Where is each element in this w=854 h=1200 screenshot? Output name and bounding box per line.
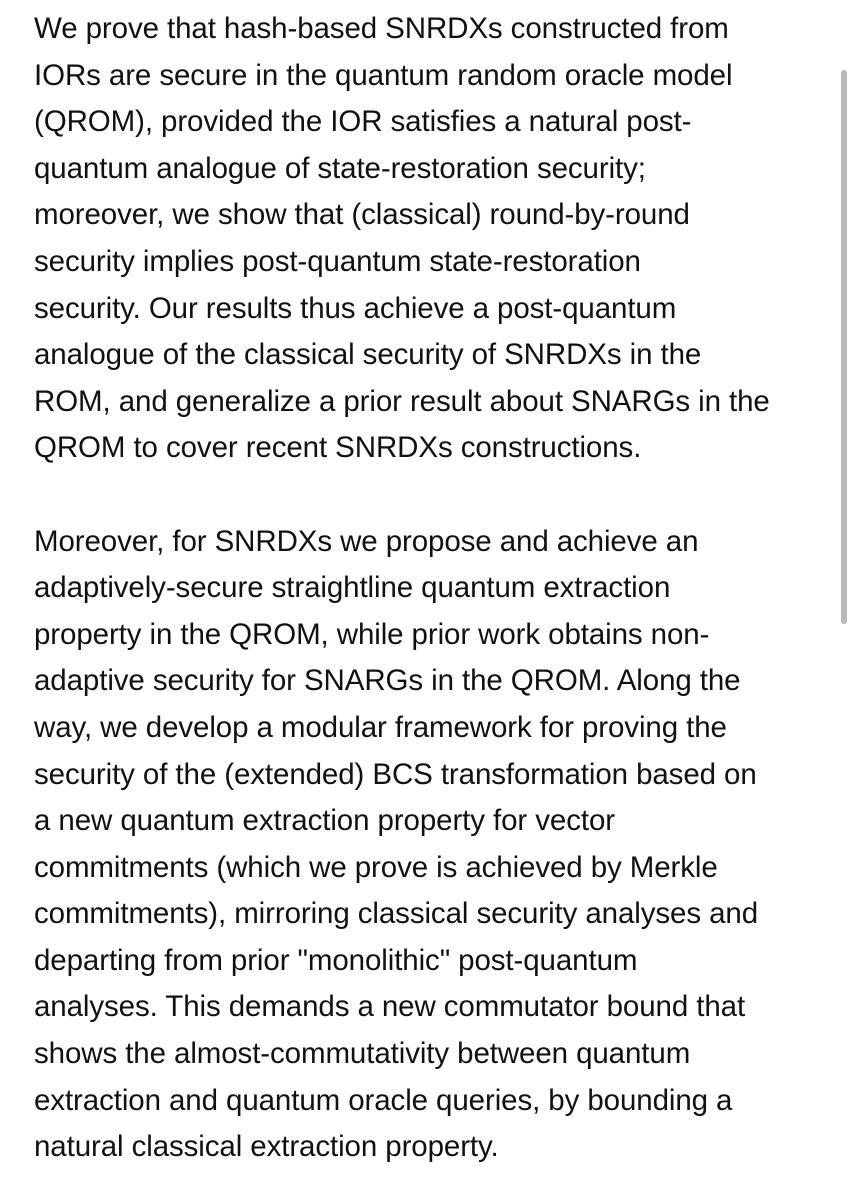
text-line: analogue of the classical security of SNRDXs in the (34, 338, 702, 372)
text-line: natural classical extraction property. (34, 1130, 499, 1164)
article-body (34, 6, 834, 1171)
text-line: security of the (extended) BCS transformation based on (34, 757, 757, 791)
text-line: way, we develop a modular framework for proving the (34, 710, 727, 744)
vertical-scrollbar[interactable] (841, 70, 847, 624)
text-line: property in the QROM, while prior work obtains non- (34, 617, 710, 651)
text-line: extraction and quantum oracle queries, by bounding a (34, 1083, 733, 1117)
text-line: analyses. This demands a new commutator bound that (34, 990, 746, 1024)
text-line: quantum analogue of state-restoration security; (34, 151, 646, 185)
text-line: departing from prior "monolithic" post-quantum (34, 943, 638, 977)
paragraph-2 (34, 519, 834, 1171)
text-line: shows the almost-commutativity between quantum (34, 1037, 691, 1071)
text-line: We prove that hash-based SNRDXs constructed from (34, 12, 729, 45)
text-line: QROM to cover recent SNRDXs constructions. (34, 431, 642, 465)
text-line: ROM, and generalize a prior result about SNARGs in the (34, 384, 770, 418)
paragraph-gap (34, 472, 834, 519)
text-line: commitments (which we prove is achieved by Merkle (34, 850, 718, 884)
text-line: a new quantum extraction property for vector (34, 804, 615, 838)
text-line: commitments), mirroring classical security analyses and (34, 897, 759, 931)
text-line: IORs are secure in the quantum random oracle model (34, 58, 733, 92)
text-line: Moreover, for SNRDXs we propose and achieve an (34, 524, 699, 558)
text-line: (QROM), provided the IOR satisfies a natural post- (34, 105, 692, 139)
text-line: adaptive security for SNARGs in the QROM. Along the (34, 664, 741, 698)
text-line: adaptively-secure straightline quantum extraction (34, 571, 671, 605)
text-line: moreover, we show that (classical) round-by-round (34, 198, 690, 232)
paragraph-1 (34, 6, 834, 472)
text-line: security implies post-quantum state-restoration (34, 244, 641, 278)
text-line: security. Our results thus achieve a post-quantum (34, 291, 677, 325)
